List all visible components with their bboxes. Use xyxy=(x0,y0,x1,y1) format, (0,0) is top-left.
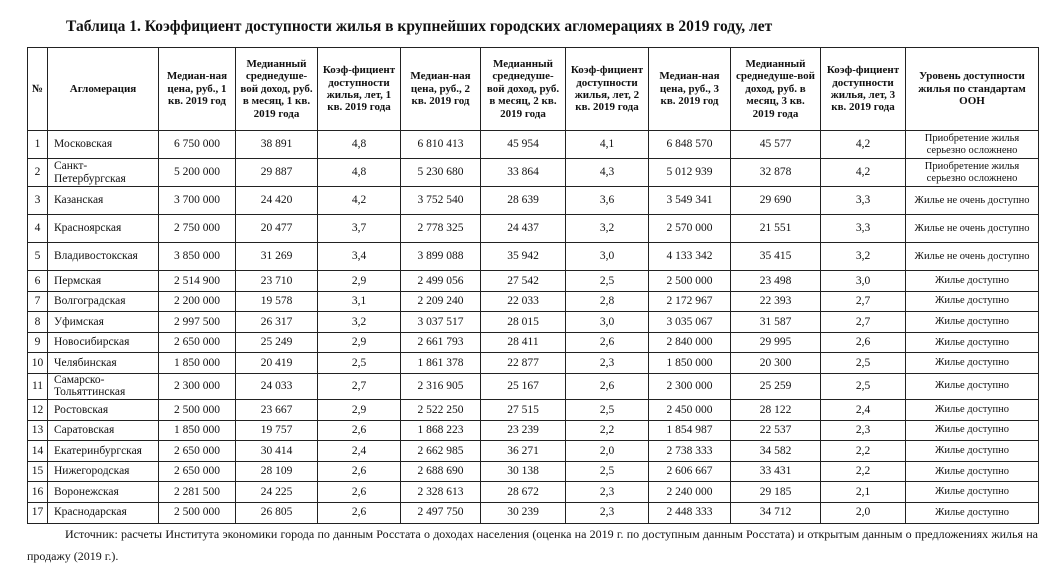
cell-col-income-q3: 34 582 xyxy=(731,441,821,462)
cell-col-income-q1: 23 667 xyxy=(236,399,318,420)
cell-col-un-level: Жилье доступно xyxy=(906,502,1039,523)
cell-col-price-q1: 6 750 000 xyxy=(159,131,236,159)
header-col-coef-q2: Коэф-фициент доступности жилья, лет, 2 кв. 2019 года xyxy=(566,48,649,131)
cell-col-income-q3: 45 577 xyxy=(731,131,821,159)
cell-col-agglomeration: Владивостокская xyxy=(48,243,159,271)
table-row xyxy=(28,482,1039,503)
cell-col-price-q1: 3 700 000 xyxy=(159,187,236,215)
cell-col-number: 4 xyxy=(28,215,48,243)
cell-col-income-q3: 34 712 xyxy=(731,502,821,523)
cell-col-coef-q1: 2,9 xyxy=(318,271,401,292)
header-col-coef-q1: Коэф-фициент доступности жилья, лет, 1 кв. 2019 года xyxy=(318,48,401,131)
cell-col-income-q1: 38 891 xyxy=(236,131,318,159)
cell-col-price-q3: 2 172 967 xyxy=(649,291,731,312)
cell-col-agglomeration: Саратовская xyxy=(48,420,159,441)
cell-col-coef-q3: 2,3 xyxy=(821,420,906,441)
cell-col-income-q2: 22 033 xyxy=(481,291,566,312)
cell-col-agglomeration: Новосибирская xyxy=(48,332,159,353)
table-header-row xyxy=(28,48,1039,131)
cell-col-coef-q2: 2,3 xyxy=(566,502,649,523)
cell-col-income-q2: 30 138 xyxy=(481,461,566,482)
affordability-table xyxy=(27,47,1039,524)
cell-col-coef-q3: 2,0 xyxy=(821,502,906,523)
header-col-price-q2: Медиан-ная цена, руб., 2 кв. 2019 год xyxy=(401,48,481,131)
cell-col-number: 11 xyxy=(28,373,48,399)
cell-col-un-level: Жилье доступно xyxy=(906,353,1039,374)
cell-col-coef-q3: 2,5 xyxy=(821,373,906,399)
cell-col-coef-q2: 4,3 xyxy=(566,159,649,187)
cell-col-un-level: Жилье не очень доступно xyxy=(906,215,1039,243)
cell-col-price-q3: 2 450 000 xyxy=(649,399,731,420)
cell-col-coef-q1: 2,6 xyxy=(318,420,401,441)
table-row xyxy=(28,187,1039,215)
cell-col-price-q2: 2 661 793 xyxy=(401,332,481,353)
cell-col-price-q1: 2 500 000 xyxy=(159,502,236,523)
cell-col-price-q3: 3 035 067 xyxy=(649,312,731,333)
cell-col-coef-q1: 2,6 xyxy=(318,461,401,482)
cell-col-coef-q3: 4,2 xyxy=(821,159,906,187)
cell-col-income-q2: 27 542 xyxy=(481,271,566,292)
cell-col-coef-q3: 2,5 xyxy=(821,353,906,374)
cell-col-price-q3: 1 850 000 xyxy=(649,353,731,374)
cell-col-price-q1: 2 281 500 xyxy=(159,482,236,503)
cell-col-price-q3: 6 848 570 xyxy=(649,131,731,159)
cell-col-income-q3: 25 259 xyxy=(731,373,821,399)
cell-col-coef-q1: 3,1 xyxy=(318,291,401,312)
cell-col-coef-q2: 3,0 xyxy=(566,243,649,271)
cell-col-coef-q2: 2,8 xyxy=(566,291,649,312)
cell-col-price-q2: 1 868 223 xyxy=(401,420,481,441)
table-row xyxy=(28,502,1039,523)
cell-col-income-q1: 26 805 xyxy=(236,502,318,523)
cell-col-agglomeration: Краснодарская xyxy=(48,502,159,523)
cell-col-price-q1: 2 650 000 xyxy=(159,441,236,462)
cell-col-coef-q1: 2,6 xyxy=(318,482,401,503)
cell-col-un-level: Жилье доступно xyxy=(906,291,1039,312)
cell-col-coef-q3: 2,2 xyxy=(821,441,906,462)
cell-col-price-q3: 2 570 000 xyxy=(649,215,731,243)
cell-col-price-q1: 1 850 000 xyxy=(159,353,236,374)
cell-col-price-q3: 1 854 987 xyxy=(649,420,731,441)
cell-col-un-level: Жилье доступно xyxy=(906,373,1039,399)
cell-col-income-q1: 28 109 xyxy=(236,461,318,482)
cell-col-coef-q3: 2,7 xyxy=(821,291,906,312)
cell-col-agglomeration: Самарско-Тольяттинская xyxy=(48,373,159,399)
cell-col-coef-q1: 2,5 xyxy=(318,353,401,374)
cell-col-coef-q2: 2,6 xyxy=(566,373,649,399)
cell-col-income-q2: 22 877 xyxy=(481,353,566,374)
table-title: Таблица 1. Коэффициент доступности жилья в крупнейших городских агломерациях в 2019 году, лет xyxy=(66,18,773,35)
cell-col-un-level: Приобретение жилья серьезно осложнено xyxy=(906,159,1039,187)
cell-col-coef-q2: 2,0 xyxy=(566,441,649,462)
cell-col-number: 1 xyxy=(28,131,48,159)
cell-col-income-q2: 35 942 xyxy=(481,243,566,271)
cell-col-income-q3: 35 415 xyxy=(731,243,821,271)
cell-col-income-q1: 20 477 xyxy=(236,215,318,243)
cell-col-income-q3: 20 300 xyxy=(731,353,821,374)
cell-col-income-q1: 30 414 xyxy=(236,441,318,462)
cell-col-un-level: Жилье доступно xyxy=(906,461,1039,482)
cell-col-number: 9 xyxy=(28,332,48,353)
cell-col-income-q3: 29 690 xyxy=(731,187,821,215)
cell-col-income-q2: 25 167 xyxy=(481,373,566,399)
cell-col-price-q3: 3 549 341 xyxy=(649,187,731,215)
cell-col-income-q3: 31 587 xyxy=(731,312,821,333)
cell-col-number: 3 xyxy=(28,187,48,215)
header-col-income-q2: Медианный среднедуше-вой доход, руб. в месяц, 2 кв. 2019 года xyxy=(481,48,566,131)
cell-col-income-q1: 26 317 xyxy=(236,312,318,333)
cell-col-income-q1: 25 249 xyxy=(236,332,318,353)
table-row xyxy=(28,312,1039,333)
cell-col-price-q3: 2 448 333 xyxy=(649,502,731,523)
cell-col-coef-q1: 2,6 xyxy=(318,502,401,523)
table-row xyxy=(28,271,1039,292)
cell-col-un-level: Жилье не очень доступно xyxy=(906,243,1039,271)
cell-col-coef-q1: 4,2 xyxy=(318,187,401,215)
source-note: Источник: расчеты Института экономики города по данным Росстата о доходах населения (оценка на 2019 г. по доступным данным Росстата) и открытым данным о предложениях жилья на продажу (2019 г.). xyxy=(27,527,1038,563)
cell-col-agglomeration: Московская xyxy=(48,131,159,159)
cell-col-coef-q1: 4,8 xyxy=(318,159,401,187)
cell-col-price-q1: 3 850 000 xyxy=(159,243,236,271)
cell-col-price-q2: 3 752 540 xyxy=(401,187,481,215)
cell-col-income-q2: 45 954 xyxy=(481,131,566,159)
cell-col-price-q1: 2 514 900 xyxy=(159,271,236,292)
cell-col-price-q2: 6 810 413 xyxy=(401,131,481,159)
cell-col-price-q1: 2 997 500 xyxy=(159,312,236,333)
cell-col-coef-q2: 3,0 xyxy=(566,312,649,333)
cell-col-price-q1: 2 750 000 xyxy=(159,215,236,243)
cell-col-price-q2: 2 522 250 xyxy=(401,399,481,420)
cell-col-coef-q1: 3,2 xyxy=(318,312,401,333)
cell-col-number: 16 xyxy=(28,482,48,503)
cell-col-agglomeration: Екатеринбургская xyxy=(48,441,159,462)
cell-col-coef-q1: 2,4 xyxy=(318,441,401,462)
cell-col-income-q3: 33 431 xyxy=(731,461,821,482)
cell-col-income-q3: 29 185 xyxy=(731,482,821,503)
cell-col-income-q1: 19 757 xyxy=(236,420,318,441)
header-col-income-q1: Медианный среднедуше-вой доход, руб. в месяц, 1 кв. 2019 года xyxy=(236,48,318,131)
cell-col-price-q2: 2 688 690 xyxy=(401,461,481,482)
cell-col-income-q3: 29 995 xyxy=(731,332,821,353)
table-row xyxy=(28,441,1039,462)
cell-col-price-q3: 2 840 000 xyxy=(649,332,731,353)
cell-col-price-q2: 3 037 517 xyxy=(401,312,481,333)
cell-col-agglomeration: Воронежская xyxy=(48,482,159,503)
table-row xyxy=(28,215,1039,243)
header-col-income-q3: Медианный среднедуше-вой доход, руб. в месяц, 3 кв. 2019 года xyxy=(731,48,821,131)
cell-col-coef-q2: 3,2 xyxy=(566,215,649,243)
cell-col-income-q3: 32 878 xyxy=(731,159,821,187)
table-row xyxy=(28,420,1039,441)
cell-col-income-q2: 28 672 xyxy=(481,482,566,503)
cell-col-number: 12 xyxy=(28,399,48,420)
cell-col-income-q1: 31 269 xyxy=(236,243,318,271)
cell-col-price-q2: 3 899 088 xyxy=(401,243,481,271)
cell-col-income-q3: 21 551 xyxy=(731,215,821,243)
cell-col-coef-q2: 2,5 xyxy=(566,399,649,420)
cell-col-agglomeration: Нижегородская xyxy=(48,461,159,482)
cell-col-coef-q1: 4,8 xyxy=(318,131,401,159)
cell-col-price-q3: 2 738 333 xyxy=(649,441,731,462)
cell-col-income-q2: 36 271 xyxy=(481,441,566,462)
table-row xyxy=(28,353,1039,374)
cell-col-price-q2: 2 499 056 xyxy=(401,271,481,292)
cell-col-number: 6 xyxy=(28,271,48,292)
cell-col-agglomeration: Казанская xyxy=(48,187,159,215)
header-col-price-q3: Медиан-ная цена, руб., 3 кв. 2019 год xyxy=(649,48,731,131)
cell-col-price-q2: 2 778 325 xyxy=(401,215,481,243)
header-col-agglomeration: Агломерация xyxy=(48,48,159,131)
cell-col-agglomeration: Красноярская xyxy=(48,215,159,243)
cell-col-coef-q2: 2,5 xyxy=(566,461,649,482)
cell-col-price-q2: 2 316 905 xyxy=(401,373,481,399)
cell-col-price-q3: 2 300 000 xyxy=(649,373,731,399)
cell-col-coef-q1: 3,4 xyxy=(318,243,401,271)
table-row xyxy=(28,373,1039,399)
cell-col-income-q1: 24 420 xyxy=(236,187,318,215)
cell-col-income-q1: 19 578 xyxy=(236,291,318,312)
table-row xyxy=(28,243,1039,271)
table-row xyxy=(28,399,1039,420)
cell-col-income-q1: 29 887 xyxy=(236,159,318,187)
cell-col-un-level: Жилье доступно xyxy=(906,482,1039,503)
cell-col-income-q2: 30 239 xyxy=(481,502,566,523)
cell-col-price-q1: 2 200 000 xyxy=(159,291,236,312)
cell-col-coef-q3: 2,6 xyxy=(821,332,906,353)
cell-col-coef-q3: 4,2 xyxy=(821,131,906,159)
cell-col-coef-q2: 2,2 xyxy=(566,420,649,441)
cell-col-agglomeration: Волгоградская xyxy=(48,291,159,312)
header-col-un-level: Уровень доступности жилья по стандартам ООН xyxy=(906,48,1039,131)
cell-col-income-q3: 28 122 xyxy=(731,399,821,420)
cell-col-price-q2: 2 209 240 xyxy=(401,291,481,312)
cell-col-income-q2: 28 639 xyxy=(481,187,566,215)
cell-col-coef-q1: 3,7 xyxy=(318,215,401,243)
table-row xyxy=(28,131,1039,159)
cell-col-income-q2: 28 015 xyxy=(481,312,566,333)
cell-col-price-q2: 2 497 750 xyxy=(401,502,481,523)
table-row xyxy=(28,332,1039,353)
cell-col-number: 13 xyxy=(28,420,48,441)
cell-col-un-level: Приобретение жилья серьезно осложнено xyxy=(906,131,1039,159)
cell-col-agglomeration: Челябинская xyxy=(48,353,159,374)
cell-col-coef-q2: 2,3 xyxy=(566,482,649,503)
cell-col-coef-q3: 3,0 xyxy=(821,271,906,292)
cell-col-price-q2: 2 662 985 xyxy=(401,441,481,462)
cell-col-number: 15 xyxy=(28,461,48,482)
cell-col-coef-q1: 2,9 xyxy=(318,399,401,420)
cell-col-income-q3: 22 537 xyxy=(731,420,821,441)
cell-col-number: 5 xyxy=(28,243,48,271)
cell-col-agglomeration: Уфимская xyxy=(48,312,159,333)
cell-col-income-q3: 22 393 xyxy=(731,291,821,312)
cell-col-coef-q3: 2,1 xyxy=(821,482,906,503)
cell-col-price-q1: 2 300 000 xyxy=(159,373,236,399)
cell-col-price-q2: 2 328 613 xyxy=(401,482,481,503)
cell-col-un-level: Жилье доступно xyxy=(906,420,1039,441)
cell-col-coef-q3: 2,2 xyxy=(821,461,906,482)
cell-col-coef-q1: 2,9 xyxy=(318,332,401,353)
cell-col-un-level: Жилье доступно xyxy=(906,399,1039,420)
cell-col-income-q3: 23 498 xyxy=(731,271,821,292)
cell-col-number: 2 xyxy=(28,159,48,187)
cell-col-price-q3: 2 606 667 xyxy=(649,461,731,482)
cell-col-coef-q2: 4,1 xyxy=(566,131,649,159)
cell-col-income-q2: 28 411 xyxy=(481,332,566,353)
cell-col-coef-q1: 2,7 xyxy=(318,373,401,399)
cell-col-number: 10 xyxy=(28,353,48,374)
table-row xyxy=(28,159,1039,187)
cell-col-income-q1: 20 419 xyxy=(236,353,318,374)
cell-col-income-q2: 27 515 xyxy=(481,399,566,420)
header-col-number: № xyxy=(28,48,48,131)
cell-col-coef-q3: 3,3 xyxy=(821,215,906,243)
cell-col-coef-q3: 2,7 xyxy=(821,312,906,333)
cell-col-price-q3: 2 500 000 xyxy=(649,271,731,292)
cell-col-income-q2: 33 864 xyxy=(481,159,566,187)
cell-col-price-q2: 1 861 378 xyxy=(401,353,481,374)
cell-col-un-level: Жилье доступно xyxy=(906,441,1039,462)
cell-col-price-q1: 2 650 000 xyxy=(159,332,236,353)
cell-col-price-q3: 5 012 939 xyxy=(649,159,731,187)
cell-col-price-q1: 2 650 000 xyxy=(159,461,236,482)
cell-col-income-q1: 24 225 xyxy=(236,482,318,503)
cell-col-coef-q3: 2,4 xyxy=(821,399,906,420)
cell-col-coef-q2: 2,5 xyxy=(566,271,649,292)
cell-col-un-level: Жилье доступно xyxy=(906,332,1039,353)
cell-col-price-q3: 4 133 342 xyxy=(649,243,731,271)
cell-col-coef-q2: 3,6 xyxy=(566,187,649,215)
cell-col-agglomeration: Пермская xyxy=(48,271,159,292)
cell-col-price-q3: 2 240 000 xyxy=(649,482,731,503)
table-row xyxy=(28,291,1039,312)
cell-col-income-q2: 23 239 xyxy=(481,420,566,441)
cell-col-income-q1: 23 710 xyxy=(236,271,318,292)
header-col-price-q1: Медиан-ная цена, руб., 1 кв. 2019 год xyxy=(159,48,236,131)
cell-col-un-level: Жилье доступно xyxy=(906,271,1039,292)
cell-col-number: 8 xyxy=(28,312,48,333)
header-col-coef-q3: Коэф-фициент доступности жилья, лет, 3 кв. 2019 года xyxy=(821,48,906,131)
cell-col-agglomeration: Ростовская xyxy=(48,399,159,420)
cell-col-price-q1: 5 200 000 xyxy=(159,159,236,187)
cell-col-un-level: Жилье доступно xyxy=(906,312,1039,333)
cell-col-number: 17 xyxy=(28,502,48,523)
cell-col-coef-q2: 2,6 xyxy=(566,332,649,353)
cell-col-coef-q3: 3,3 xyxy=(821,187,906,215)
cell-col-number: 7 xyxy=(28,291,48,312)
cell-col-agglomeration: Санкт-Петербургская xyxy=(48,159,159,187)
cell-col-price-q1: 2 500 000 xyxy=(159,399,236,420)
cell-col-number: 14 xyxy=(28,441,48,462)
cell-col-income-q1: 24 033 xyxy=(236,373,318,399)
cell-col-price-q2: 5 230 680 xyxy=(401,159,481,187)
cell-col-price-q1: 1 850 000 xyxy=(159,420,236,441)
cell-col-coef-q2: 2,3 xyxy=(566,353,649,374)
cell-col-un-level: Жилье не очень доступно xyxy=(906,187,1039,215)
cell-col-income-q2: 24 437 xyxy=(481,215,566,243)
cell-col-coef-q3: 3,2 xyxy=(821,243,906,271)
table-row xyxy=(28,461,1039,482)
